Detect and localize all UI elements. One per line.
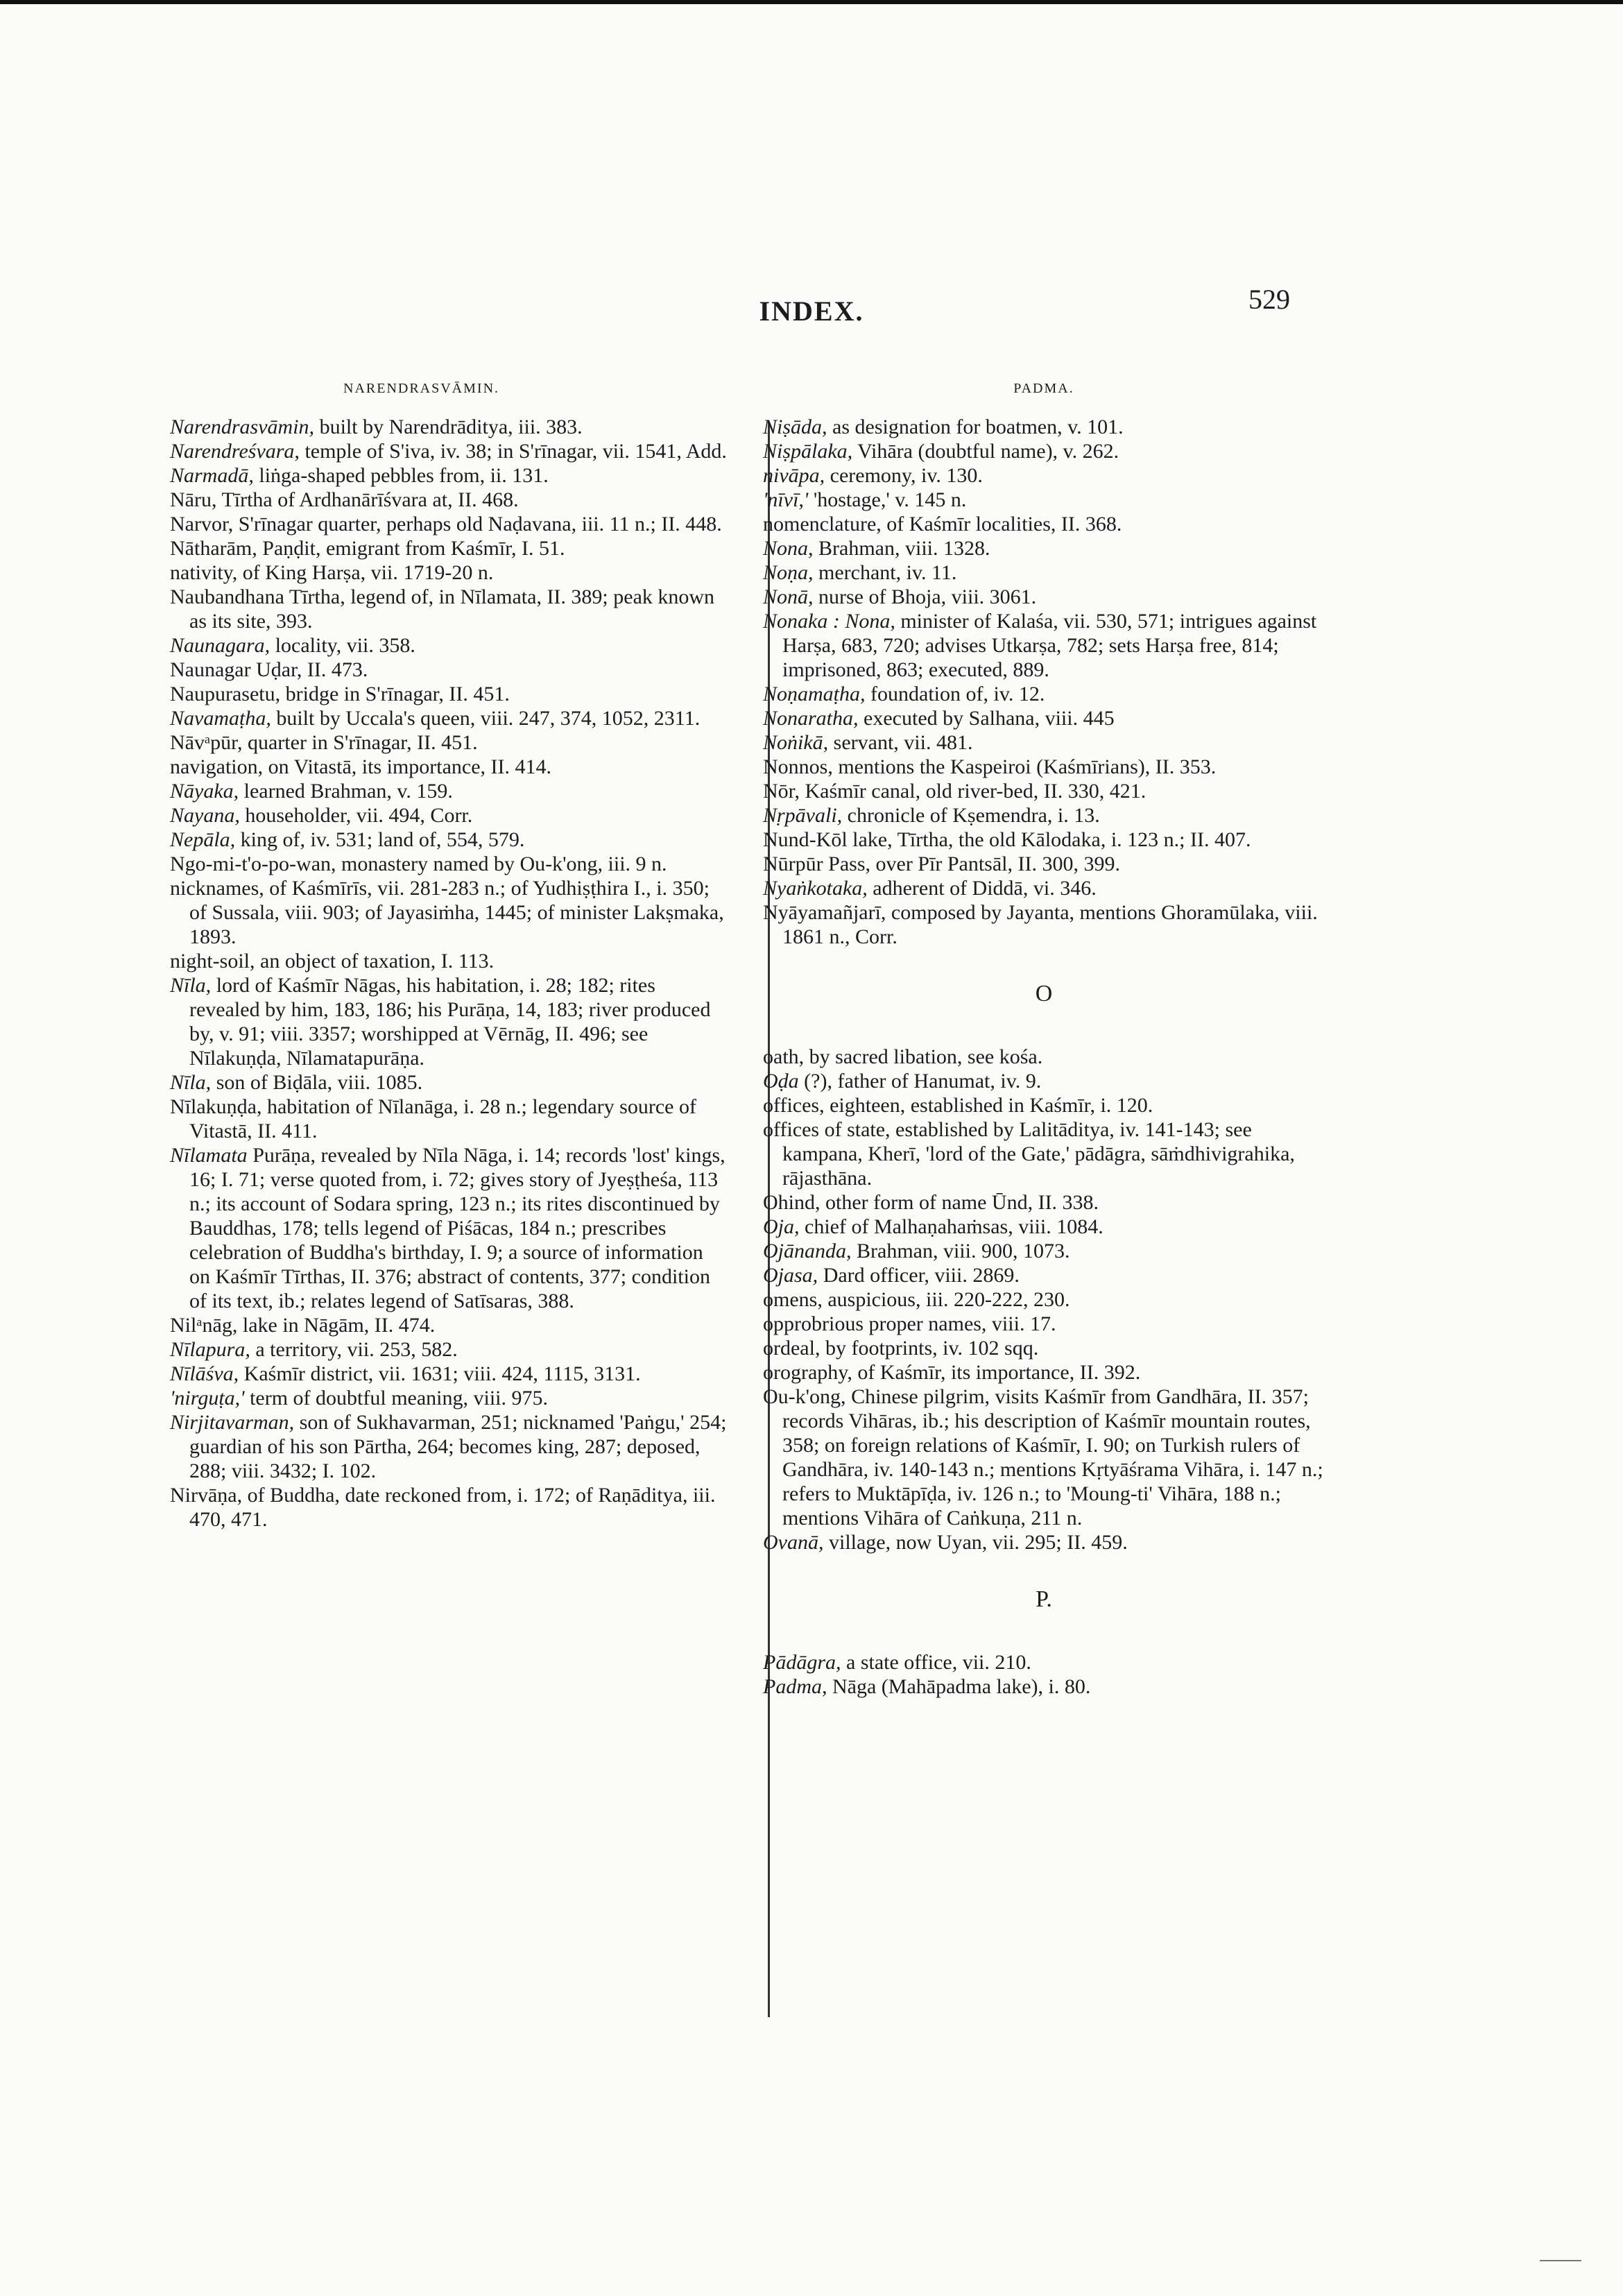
entry-text: Tīrtha of Ardhanārīśvara at, II. 468. bbox=[216, 488, 519, 511]
entry-headword: Padma, bbox=[763, 1675, 827, 1698]
entry-text: auspicious, iii. 220-222, 230. bbox=[822, 1288, 1070, 1311]
entry-headword: Nāru, bbox=[170, 488, 217, 511]
entry-text: habitation of Nīlanāga, i. 28 n.; legendary source of Vitastā, II. 411. bbox=[189, 1095, 696, 1142]
entry-headword: Niṣpālaka, bbox=[763, 440, 853, 463]
entry-headword: nomenclature, bbox=[763, 513, 882, 536]
entry-text: eighteen, established in Kaśmīr, i. 120. bbox=[824, 1094, 1153, 1117]
entry-text: quarter in S'rīnagar, II. 451. bbox=[242, 731, 478, 754]
index-entry bbox=[170, 1483, 728, 1532]
entry-text: learned Brahman, v. 159. bbox=[239, 780, 453, 803]
entry-headword: Navamaṭha, bbox=[170, 707, 271, 730]
corner-rule bbox=[1540, 2260, 1581, 2261]
entry-text: adherent of Diddā, vi. 346. bbox=[867, 877, 1097, 900]
entry-headword: Nund-Kōl bbox=[763, 828, 848, 851]
index-entry bbox=[763, 1336, 1325, 1360]
entry-headword: Nātharām, bbox=[170, 537, 257, 560]
index-entry bbox=[763, 1215, 1325, 1239]
entry-headword: Narvor, bbox=[170, 513, 234, 536]
entry-text: as designation for boatmen, v. 101. bbox=[827, 415, 1124, 438]
entry-headword: Narendrasvāmin, bbox=[170, 415, 315, 438]
entry-text: Kaśmīr canal, old river-bed, II. 330, 421. bbox=[799, 780, 1147, 803]
index-entry bbox=[170, 463, 728, 488]
index-entry bbox=[763, 828, 1325, 852]
index-entry bbox=[170, 876, 728, 949]
entry-text: of Kaśmīrīs, vii. 281-283 n.; of Yudhiṣṭhira I., i. 350; of Sussala, viii. 903; of Jayasiṁha, 1445; of minister Lakṣmaka, 1893. bbox=[189, 877, 724, 948]
entry-text: Pass, over Pīr Pantsāl, II. 300, 399. bbox=[823, 853, 1120, 875]
entry-text: (?), father of Hanumat, iv. 9. bbox=[798, 1070, 1042, 1093]
entry-text: by sacred libation, see kośa. bbox=[804, 1045, 1043, 1068]
index-entry bbox=[763, 463, 1325, 488]
entry-headword: Nīlapura, bbox=[170, 1338, 250, 1361]
entry-headword: Noṇa, bbox=[763, 561, 814, 584]
index-entry bbox=[763, 876, 1325, 900]
index-entry bbox=[763, 1530, 1325, 1554]
entry-headword: Nṛpāvali, bbox=[763, 804, 843, 827]
entry-text: locality, vii. 358. bbox=[270, 634, 415, 657]
index-entry bbox=[763, 609, 1325, 682]
entry-headword: nativity, bbox=[170, 561, 238, 584]
entry-headword: Nyaṅkotaka, bbox=[763, 877, 868, 900]
index-entry bbox=[763, 1117, 1325, 1190]
entry-text: chief of Malhaṇahaṁsas, viii. 1084. bbox=[799, 1215, 1104, 1238]
entry-text: Nāga (Mahāpadma lake), i. 80. bbox=[827, 1675, 1091, 1698]
right-entries-o bbox=[763, 1045, 1325, 1554]
index-entry bbox=[170, 415, 728, 439]
entry-headword: Nūrpūr bbox=[763, 853, 823, 875]
entry-headword: Ojasa, bbox=[763, 1264, 818, 1287]
entry-headword: Nōr, bbox=[763, 780, 800, 803]
entry-text: mentions the Kaspeiroi (Kaśmīrians), II. 353. bbox=[832, 755, 1217, 778]
index-entry bbox=[170, 949, 728, 973]
entry-text: son of Sukhavarman, 251; nicknamed 'Paṅgu,' 254; guardian of his son Pārtha, 264; becomes king, 287; deposed, 288; viii. 3432; I. 102. bbox=[189, 1411, 727, 1482]
entry-text: minister of Kalaśa, vii. 530, 571; intrigues against Harṣa, 683, 720; advises Utkarṣa, 782; sets Harṣa free, 814; imprisoned, 863; executed, 889. bbox=[782, 610, 1317, 681]
entry-text: lord of Kaśmīr Nāgas, his habitation, i. 28; 182; rites revealed by him, 183, 186; his Purāṇa, 14, 183; river produced by, v. 91; viii. 3357; worshipped at Vērnāg, II. 496; see Nīlakuṇḍa, Nīlamatapurāṇa. bbox=[189, 974, 711, 1070]
entry-text: by footprints, iv. 102 sqq. bbox=[820, 1337, 1039, 1360]
entry-headword: Pādāgra, bbox=[763, 1651, 841, 1674]
entry-text: foundation of, iv. 12. bbox=[865, 683, 1045, 705]
entry-headword: oath, bbox=[763, 1045, 805, 1068]
index-entry bbox=[763, 488, 1325, 512]
section-letter-o: O bbox=[1035, 981, 1053, 1006]
entry-text: proper names, viii. 17. bbox=[864, 1312, 1056, 1335]
entry-headword: Oḍa bbox=[763, 1070, 799, 1093]
index-entry bbox=[763, 560, 1325, 585]
index-entry bbox=[170, 730, 728, 755]
index-entry bbox=[170, 1070, 728, 1095]
index-entry bbox=[763, 439, 1325, 463]
index-entry bbox=[763, 1093, 1325, 1117]
entry-headword: 'nirguṭa,' bbox=[170, 1387, 245, 1410]
entry-headword: 'nīvī,' bbox=[763, 488, 809, 511]
entry-headword: Nepāla, bbox=[170, 828, 236, 851]
entry-text: of King Harṣa, vii. 1719-20 n. bbox=[237, 561, 494, 584]
entry-text: built by Uccala's queen, viii. 247, 374, 1052, 2311. bbox=[270, 707, 701, 730]
entry-text: of Kaśmīr localities, II. 368. bbox=[881, 513, 1122, 536]
entry-text: Dard officer, viii. 2869. bbox=[818, 1264, 1020, 1287]
entry-headword: Nonnos, bbox=[763, 755, 833, 778]
entry-text: an object of taxation, I. 113. bbox=[255, 950, 495, 973]
index-entry bbox=[763, 1190, 1325, 1215]
entry-text: merchant, iv. 11. bbox=[813, 561, 957, 584]
entry-text: composed by Jayanta, mentions Ghoramūlaka, viii. 1861 n., Corr. bbox=[782, 901, 1318, 948]
page-title: INDEX. bbox=[759, 295, 864, 327]
entry-headword: Ngo-mi-t'o-po-wan, bbox=[170, 853, 336, 875]
entry-headword: Nyāyamañjarī, bbox=[763, 901, 886, 924]
index-entry bbox=[763, 1650, 1325, 1674]
index-entry bbox=[170, 536, 728, 560]
entry-text: S'rīnagar quarter, perhaps old Naḍavana, iii. 11 n.; II. 448. bbox=[233, 513, 722, 536]
entry-text: householder, vii. 494, Corr. bbox=[239, 804, 473, 827]
entry-text: chronicle of Kṣemendra, i. 13. bbox=[842, 804, 1100, 827]
entry-headword: Narendreśvara, bbox=[170, 440, 300, 463]
entry-headword: night-soil, bbox=[170, 950, 255, 973]
entry-text: executed by Salhana, viii. 445 bbox=[858, 707, 1115, 730]
entry-headword: Nīla, bbox=[170, 1071, 212, 1094]
entry-headword: ordeal, bbox=[763, 1337, 821, 1360]
running-head-right: PADMA. bbox=[1013, 381, 1074, 396]
index-entry bbox=[170, 1095, 728, 1143]
entry-text: 'hostage,' v. 145 n. bbox=[808, 488, 967, 511]
index-entry bbox=[170, 1337, 728, 1362]
entry-text: ceremony, iv. 130. bbox=[825, 464, 983, 487]
entry-headword: Niṣāda, bbox=[763, 415, 827, 438]
entry-text: nurse of Bhoja, viii. 3061. bbox=[813, 585, 1037, 608]
section-letter-p: P. bbox=[1036, 1586, 1052, 1612]
entry-headword: offices, bbox=[763, 1094, 825, 1117]
page-number: 529 bbox=[1248, 284, 1290, 315]
index-entry bbox=[763, 900, 1325, 949]
index-entry bbox=[763, 1312, 1325, 1336]
entry-text: Brahman, viii. 900, 1073. bbox=[851, 1240, 1070, 1262]
right-entries-n bbox=[763, 415, 1325, 949]
index-entry bbox=[170, 779, 728, 803]
top-border bbox=[0, 0, 1623, 4]
entry-headword: Ou-k'ong, bbox=[763, 1385, 846, 1408]
entry-text: bridge in S'rīnagar, II. 451. bbox=[280, 683, 510, 705]
index-entry bbox=[170, 658, 728, 682]
entry-text: servant, vii. 481. bbox=[828, 731, 973, 754]
entry-text: of Kaśmīr, its importance, II. 392. bbox=[852, 1361, 1141, 1384]
index-entry bbox=[763, 415, 1325, 439]
entry-headword: omens, bbox=[763, 1288, 823, 1311]
index-entry bbox=[170, 755, 728, 779]
entry-headword: Nayana, bbox=[170, 804, 240, 827]
index-entry bbox=[170, 682, 728, 706]
entry-headword: Nāyaka, bbox=[170, 780, 239, 803]
entry-text: monastery named by Ou-k'ong, iii. 9 n. bbox=[336, 853, 667, 875]
index-entry bbox=[170, 1313, 728, 1337]
entry-text: Vihāra (doubtful name), v. 262. bbox=[852, 440, 1119, 463]
right-column bbox=[763, 368, 1325, 1699]
index-entry bbox=[763, 852, 1325, 876]
index-entry bbox=[763, 1385, 1325, 1530]
entry-text: lake in Nāgām, II. 474. bbox=[237, 1314, 436, 1337]
index-entry bbox=[170, 828, 728, 852]
entry-headword: Nilᵃnāg, bbox=[170, 1314, 238, 1337]
entry-text: built by Narendrāditya, iii. 383. bbox=[314, 415, 583, 438]
entry-headword: offices of state, bbox=[763, 1118, 891, 1141]
entry-headword: Noṅikā, bbox=[763, 731, 829, 754]
entry-headword: Nona, bbox=[763, 537, 814, 560]
index-entry bbox=[763, 755, 1325, 779]
entry-headword: Nīlāśva, bbox=[170, 1362, 239, 1385]
index-entry bbox=[763, 1045, 1325, 1069]
entry-text: term of doubtful meaning, viii. 975. bbox=[244, 1387, 549, 1410]
index-entry bbox=[170, 560, 728, 585]
index-entry bbox=[763, 1360, 1325, 1385]
entry-text: other form of name Ūnd, II. 338. bbox=[820, 1191, 1099, 1214]
entry-text: a territory, vii. 253, 582. bbox=[250, 1338, 458, 1361]
right-entries-p bbox=[763, 1650, 1325, 1699]
entry-headword: Nirvāṇa, bbox=[170, 1484, 243, 1507]
entry-headword: Nāvᵃpūr, bbox=[170, 731, 243, 754]
entry-text: established by Lalitāditya, iv. 141-143; see kampana, Kherī, 'lord of the Gate,' pādāgra, sāṁdhivigrahika, rājasthāna. bbox=[782, 1118, 1295, 1190]
left-entries bbox=[170, 415, 728, 1532]
entry-text: king of, iv. 531; land of, 554, 579. bbox=[235, 828, 525, 851]
entry-text: Tīrtha, legend of, in Nīlamata, II. 389; peak known as its site, 393. bbox=[189, 585, 715, 633]
entry-headword: Nīlamata bbox=[170, 1144, 248, 1167]
entry-headword: Nonā, bbox=[763, 585, 814, 608]
index-entry bbox=[763, 730, 1325, 755]
entry-headword: Nirjitavarman, bbox=[170, 1411, 295, 1434]
index-entry bbox=[763, 1263, 1325, 1287]
entry-headword: Nonaratha, bbox=[763, 707, 859, 730]
entry-text: a state office, vii. 210. bbox=[841, 1651, 1031, 1674]
index-entry bbox=[763, 536, 1325, 560]
entry-headword: nicknames, bbox=[170, 877, 264, 900]
index-entry bbox=[170, 973, 728, 1070]
entry-headword: navigation, bbox=[170, 755, 264, 778]
left-column bbox=[170, 368, 728, 1532]
entry-text: Kaśmīr district, vii. 1631; viii. 424, 1115, 3131. bbox=[239, 1362, 641, 1385]
entry-headword: Ovanā, bbox=[763, 1531, 824, 1554]
entry-text: of Buddha, date reckoned from, i. 172; of Raṇāditya, iii. 470, 471. bbox=[189, 1484, 716, 1531]
index-entry bbox=[763, 1239, 1325, 1263]
entry-headword: Nīla, bbox=[170, 974, 212, 997]
index-entry bbox=[763, 585, 1325, 609]
entry-text: temple of S'iva, iv. 38; in S'rīnagar, vii. 1541, Add. bbox=[299, 440, 727, 463]
index-entry bbox=[170, 852, 728, 876]
entry-headword: Nonaka : Nona, bbox=[763, 610, 895, 633]
index-entry bbox=[170, 1362, 728, 1386]
entry-text: Paṇḍit, emigrant from Kaśmīr, I. 51. bbox=[257, 537, 565, 560]
index-entry bbox=[763, 1069, 1325, 1093]
index-entry bbox=[170, 1143, 728, 1313]
index-entry bbox=[763, 803, 1325, 828]
entry-text: Brahman, viii. 1328. bbox=[813, 537, 990, 560]
index-entry bbox=[763, 1674, 1325, 1699]
index-entry bbox=[170, 488, 728, 512]
index-entry bbox=[170, 706, 728, 730]
entry-headword: opprobrious bbox=[763, 1312, 864, 1335]
index-entry bbox=[170, 585, 728, 633]
entry-text: village, now Uyan, vii. 295; II. 459. bbox=[823, 1531, 1128, 1554]
entry-text: lake, Tīrtha, the old Kālodaka, i. 123 n.; II. 407. bbox=[847, 828, 1251, 851]
index-entry bbox=[170, 1386, 728, 1410]
entry-headword: Noṇamaṭha, bbox=[763, 683, 866, 705]
index-entry bbox=[763, 706, 1325, 730]
entry-headword: Naunagar bbox=[170, 658, 251, 681]
entry-text: Uḍar, II. 473. bbox=[250, 658, 368, 681]
entry-headword: Ohind, bbox=[763, 1191, 821, 1214]
index-entry bbox=[763, 1287, 1325, 1312]
index-entry bbox=[763, 682, 1325, 706]
index-entry bbox=[763, 779, 1325, 803]
entry-headword: Narmadā, bbox=[170, 464, 254, 487]
entry-text: on Vitastā, its importance, II. 414. bbox=[263, 755, 552, 778]
entry-text: liṅga-shaped pebbles from, ii. 131. bbox=[253, 464, 549, 487]
entry-headword: Oja, bbox=[763, 1215, 800, 1238]
index-entry bbox=[170, 439, 728, 463]
index-entry bbox=[170, 803, 728, 828]
index-entry bbox=[170, 1410, 728, 1483]
entry-headword: Ojānanda, bbox=[763, 1240, 852, 1262]
entry-headword: Naupurasetu, bbox=[170, 683, 281, 705]
index-entry bbox=[170, 512, 728, 536]
entry-headword: Nīlakuṇḍa, bbox=[170, 1095, 262, 1118]
entry-text: son of Biḍāla, viii. 1085. bbox=[211, 1071, 423, 1094]
entry-headword: nivāpa, bbox=[763, 464, 825, 487]
running-head-left: NARENDRASVĀMIN. bbox=[343, 381, 500, 396]
index-entry bbox=[763, 512, 1325, 536]
entry-headword: Naunagara, bbox=[170, 634, 270, 657]
index-entry bbox=[170, 633, 728, 658]
entry-text: Chinese pilgrim, visits Kaśmīr from Gandhāra, II. 357; records Vihāras, ib.; his description of Kaśmīr mountain routes, 358; on foreign relations of Kaśmīr, I. 90; on Turkish rulers of Gandhāra, iv. 140-143 n.; mentions Kṛtyāśrama Vihāra, i. 147 n.; refers to Muktāpīḍa, iv. 126 n.; to 'Moung-ti' Vihāra, 188 n.; mentions Vihāra of Caṅkuṇa, 211 n. bbox=[782, 1385, 1323, 1530]
entry-headword: orography, bbox=[763, 1361, 852, 1384]
entry-headword: Naubandhana bbox=[170, 585, 284, 608]
entry-text: Purāṇa, revealed by Nīla Nāga, i. 14; records 'lost' kings, 16; I. 71; verse quoted from, i. 72; gives story of Jyeṣṭheśa, 113 n.; its account of Sodara spring, 123 n.; its rites discontinued by Bauddhas, 178; tells legend of Piśācas, 184 n.; prescribes celebration of Buddha's birthday, I. 9; a source of information on Kaśmīr Tīrthas, II. 376; abstract of contents, 377; condition of its text, ib.; relates legend of Satīsaras, 388. bbox=[189, 1144, 725, 1312]
